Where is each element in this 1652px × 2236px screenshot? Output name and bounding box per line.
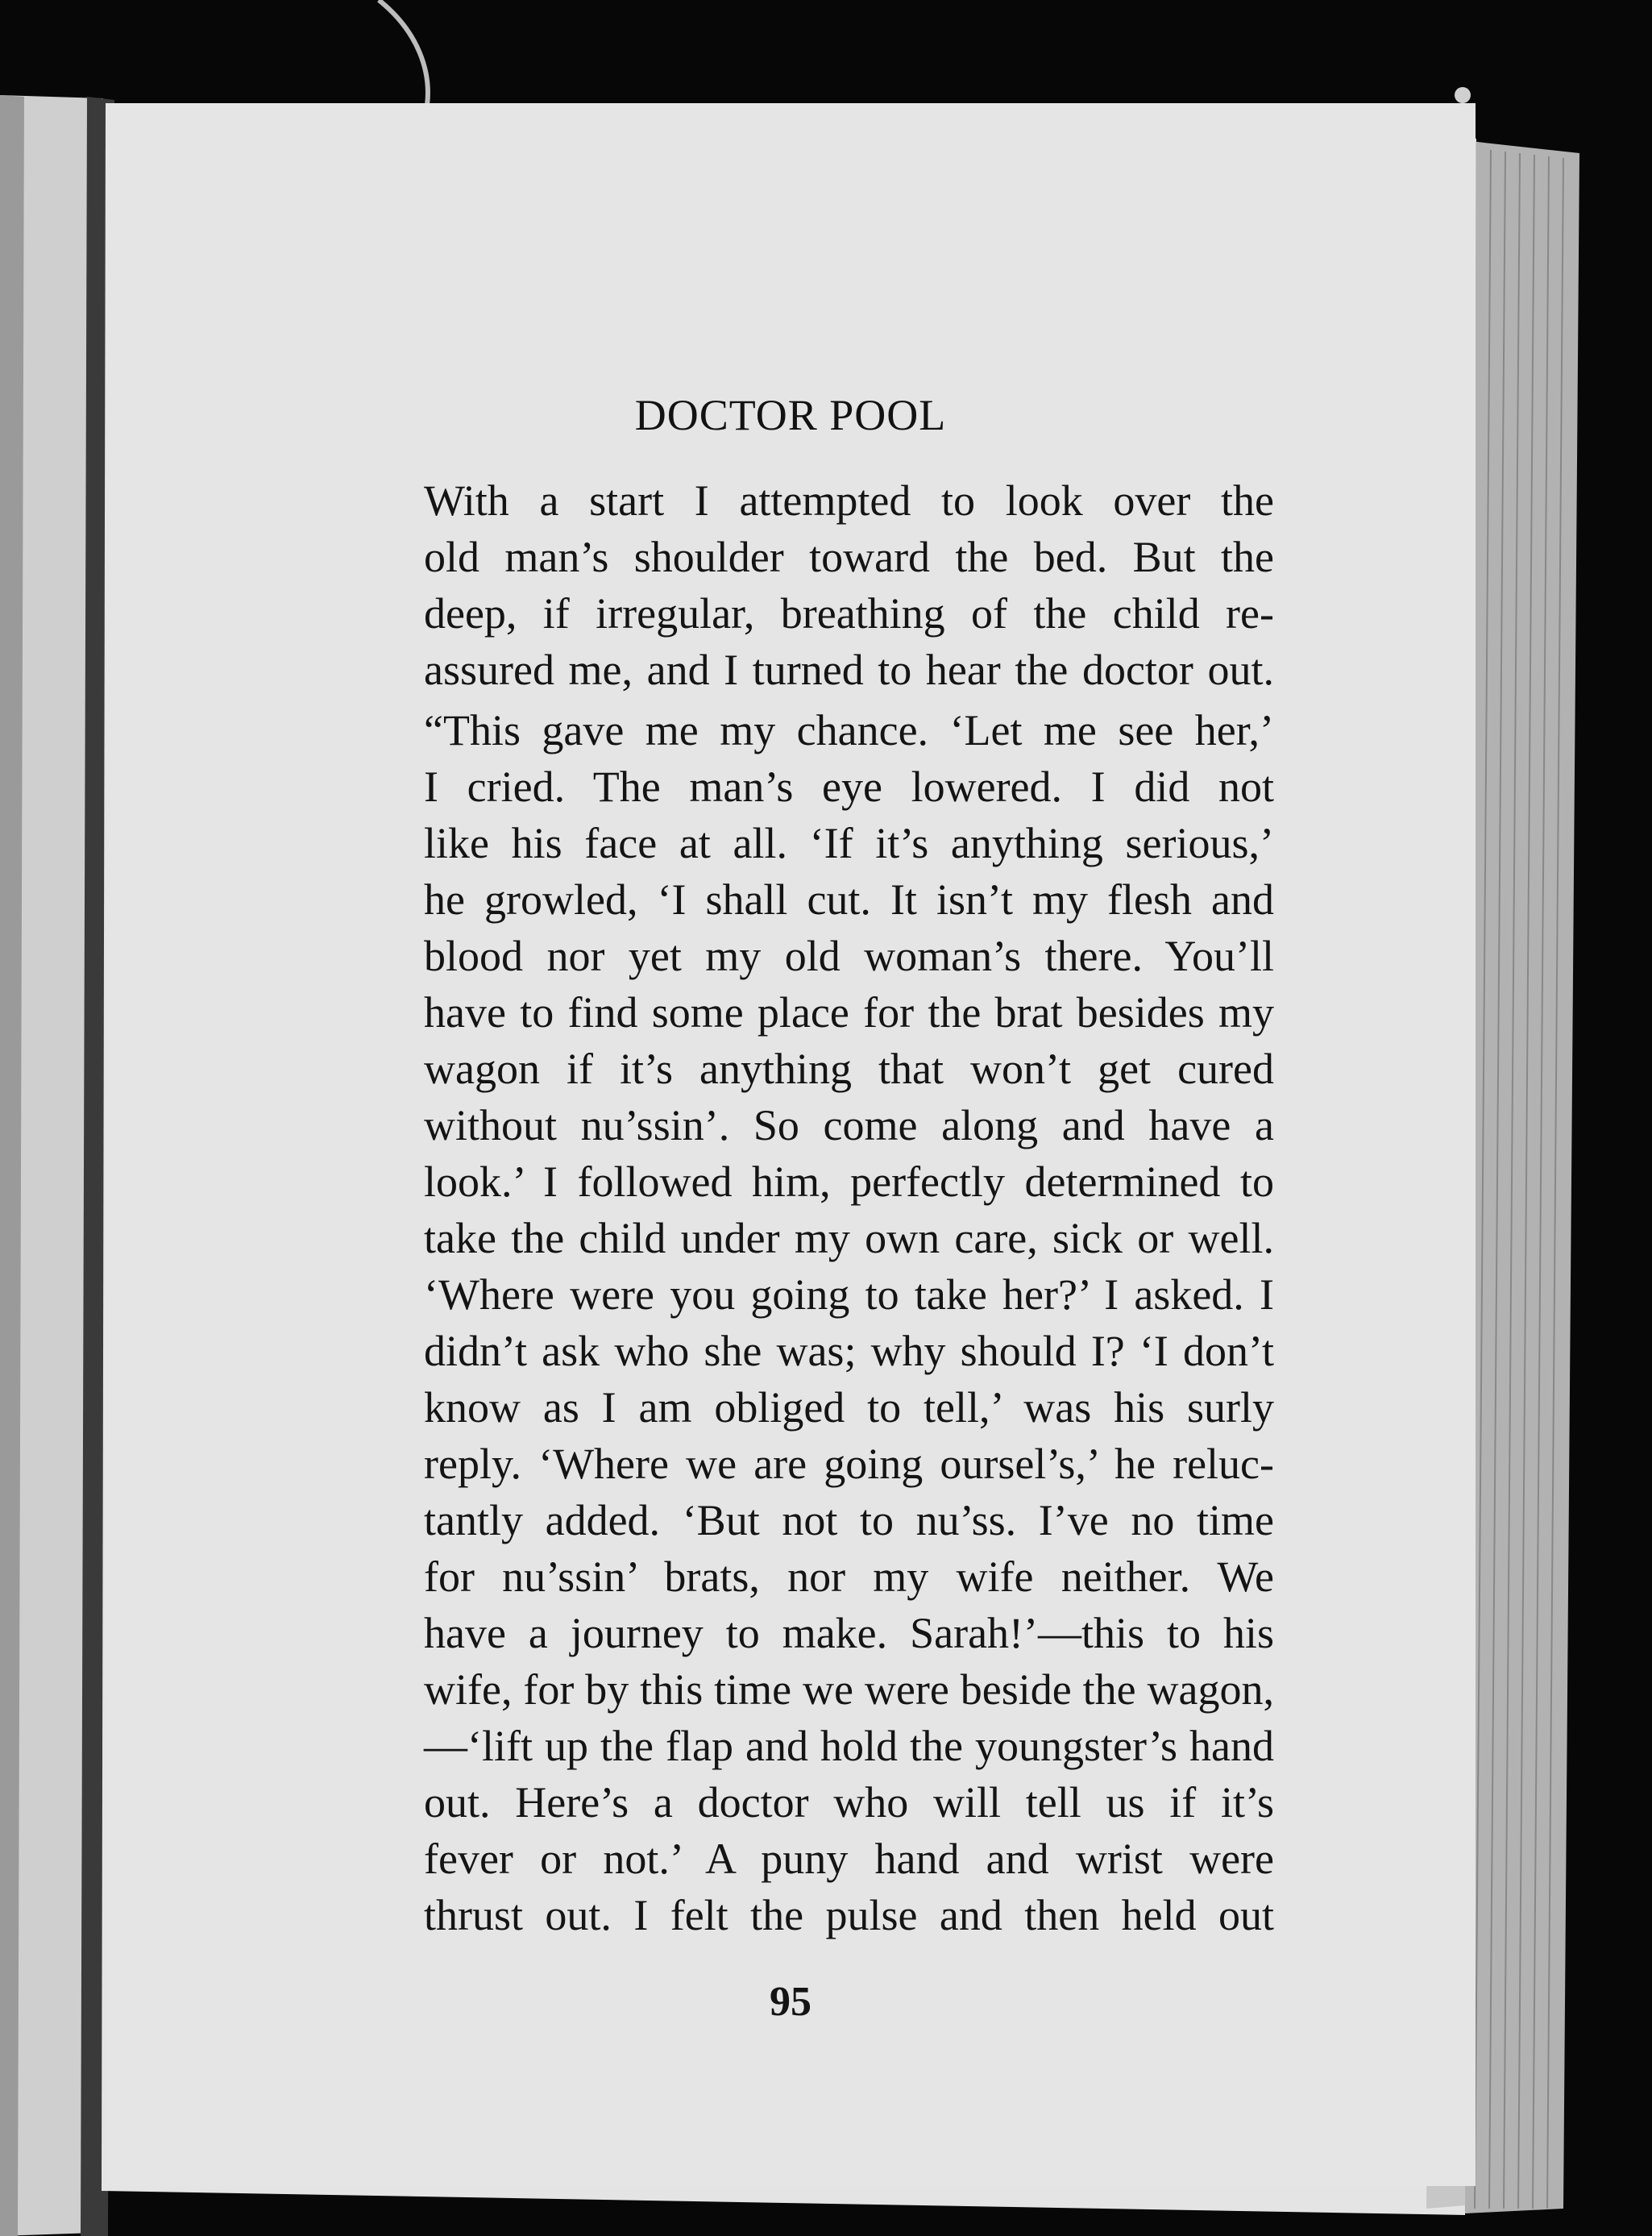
book-page xyxy=(106,103,1476,2186)
text-line: take the child under my own care, sick or well. xyxy=(424,1214,1274,1262)
text-line: fever or not.’ A puny hand and wrist were xyxy=(424,1835,1274,1883)
text-line: without nu’ssin’. So come along and have a xyxy=(424,1101,1274,1149)
text-line: have a journey to make. Sarah!’—this to his xyxy=(424,1609,1274,1657)
text-line: like his face at all. ‘If it’s anything serious,’ xyxy=(424,819,1274,867)
text-line: look.’ I followed him, perfectly determined to xyxy=(424,1157,1274,1206)
text-line: for nu’ssin’ brats, nor my wife neither. We xyxy=(424,1552,1274,1601)
text-line: —‘lift up the flap and hold the youngster’s hand xyxy=(424,1722,1274,1770)
text-line: know as I am obliged to tell,’ was his surly xyxy=(424,1383,1274,1432)
text-line: he growled, ‘I shall cut. It isn’t my flesh and xyxy=(424,875,1274,924)
text-line: tantly added. ‘But not to nu’ss. I’ve no time xyxy=(424,1496,1274,1544)
text-line: thrust out. I felt the pulse and then held out xyxy=(424,1891,1274,1939)
text-line: reply. ‘Where we are going oursel’s,’ he reluc- xyxy=(424,1440,1274,1488)
text-line: have to find some place for the brat besides my xyxy=(424,988,1274,1037)
text-line: assured me, and I turned to hear the doctor out. xyxy=(424,646,1274,694)
text-line: wagon if it’s anything that won’t get cured xyxy=(424,1045,1274,1093)
text-line: I cried. The man’s eye lowered. I did not xyxy=(424,763,1274,811)
running-head: DOCTOR POOL xyxy=(634,391,947,439)
text-line: deep, if irregular, breathing of the child re- xyxy=(424,589,1274,638)
text-line: ‘Where were you going to take her?’ I asked. I xyxy=(424,1270,1274,1319)
text-line: old man’s shoulder toward the bed. But the xyxy=(424,533,1274,581)
page-number: 95 xyxy=(770,1979,811,2025)
text-line: didn’t ask who she was; why should I? ‘I don’t xyxy=(424,1327,1274,1375)
text-line: wife, for by this time we were beside the wagon, xyxy=(424,1665,1274,1714)
text-line: out. Here’s a doctor who will tell us if it’s xyxy=(424,1778,1274,1827)
text-line: blood nor yet my old woman’s there. You’ll xyxy=(424,932,1274,980)
text-line: With a start I attempted to look over the xyxy=(424,476,1274,525)
text-line: “This gave me my chance. ‘Let me see her,’ xyxy=(424,706,1274,754)
